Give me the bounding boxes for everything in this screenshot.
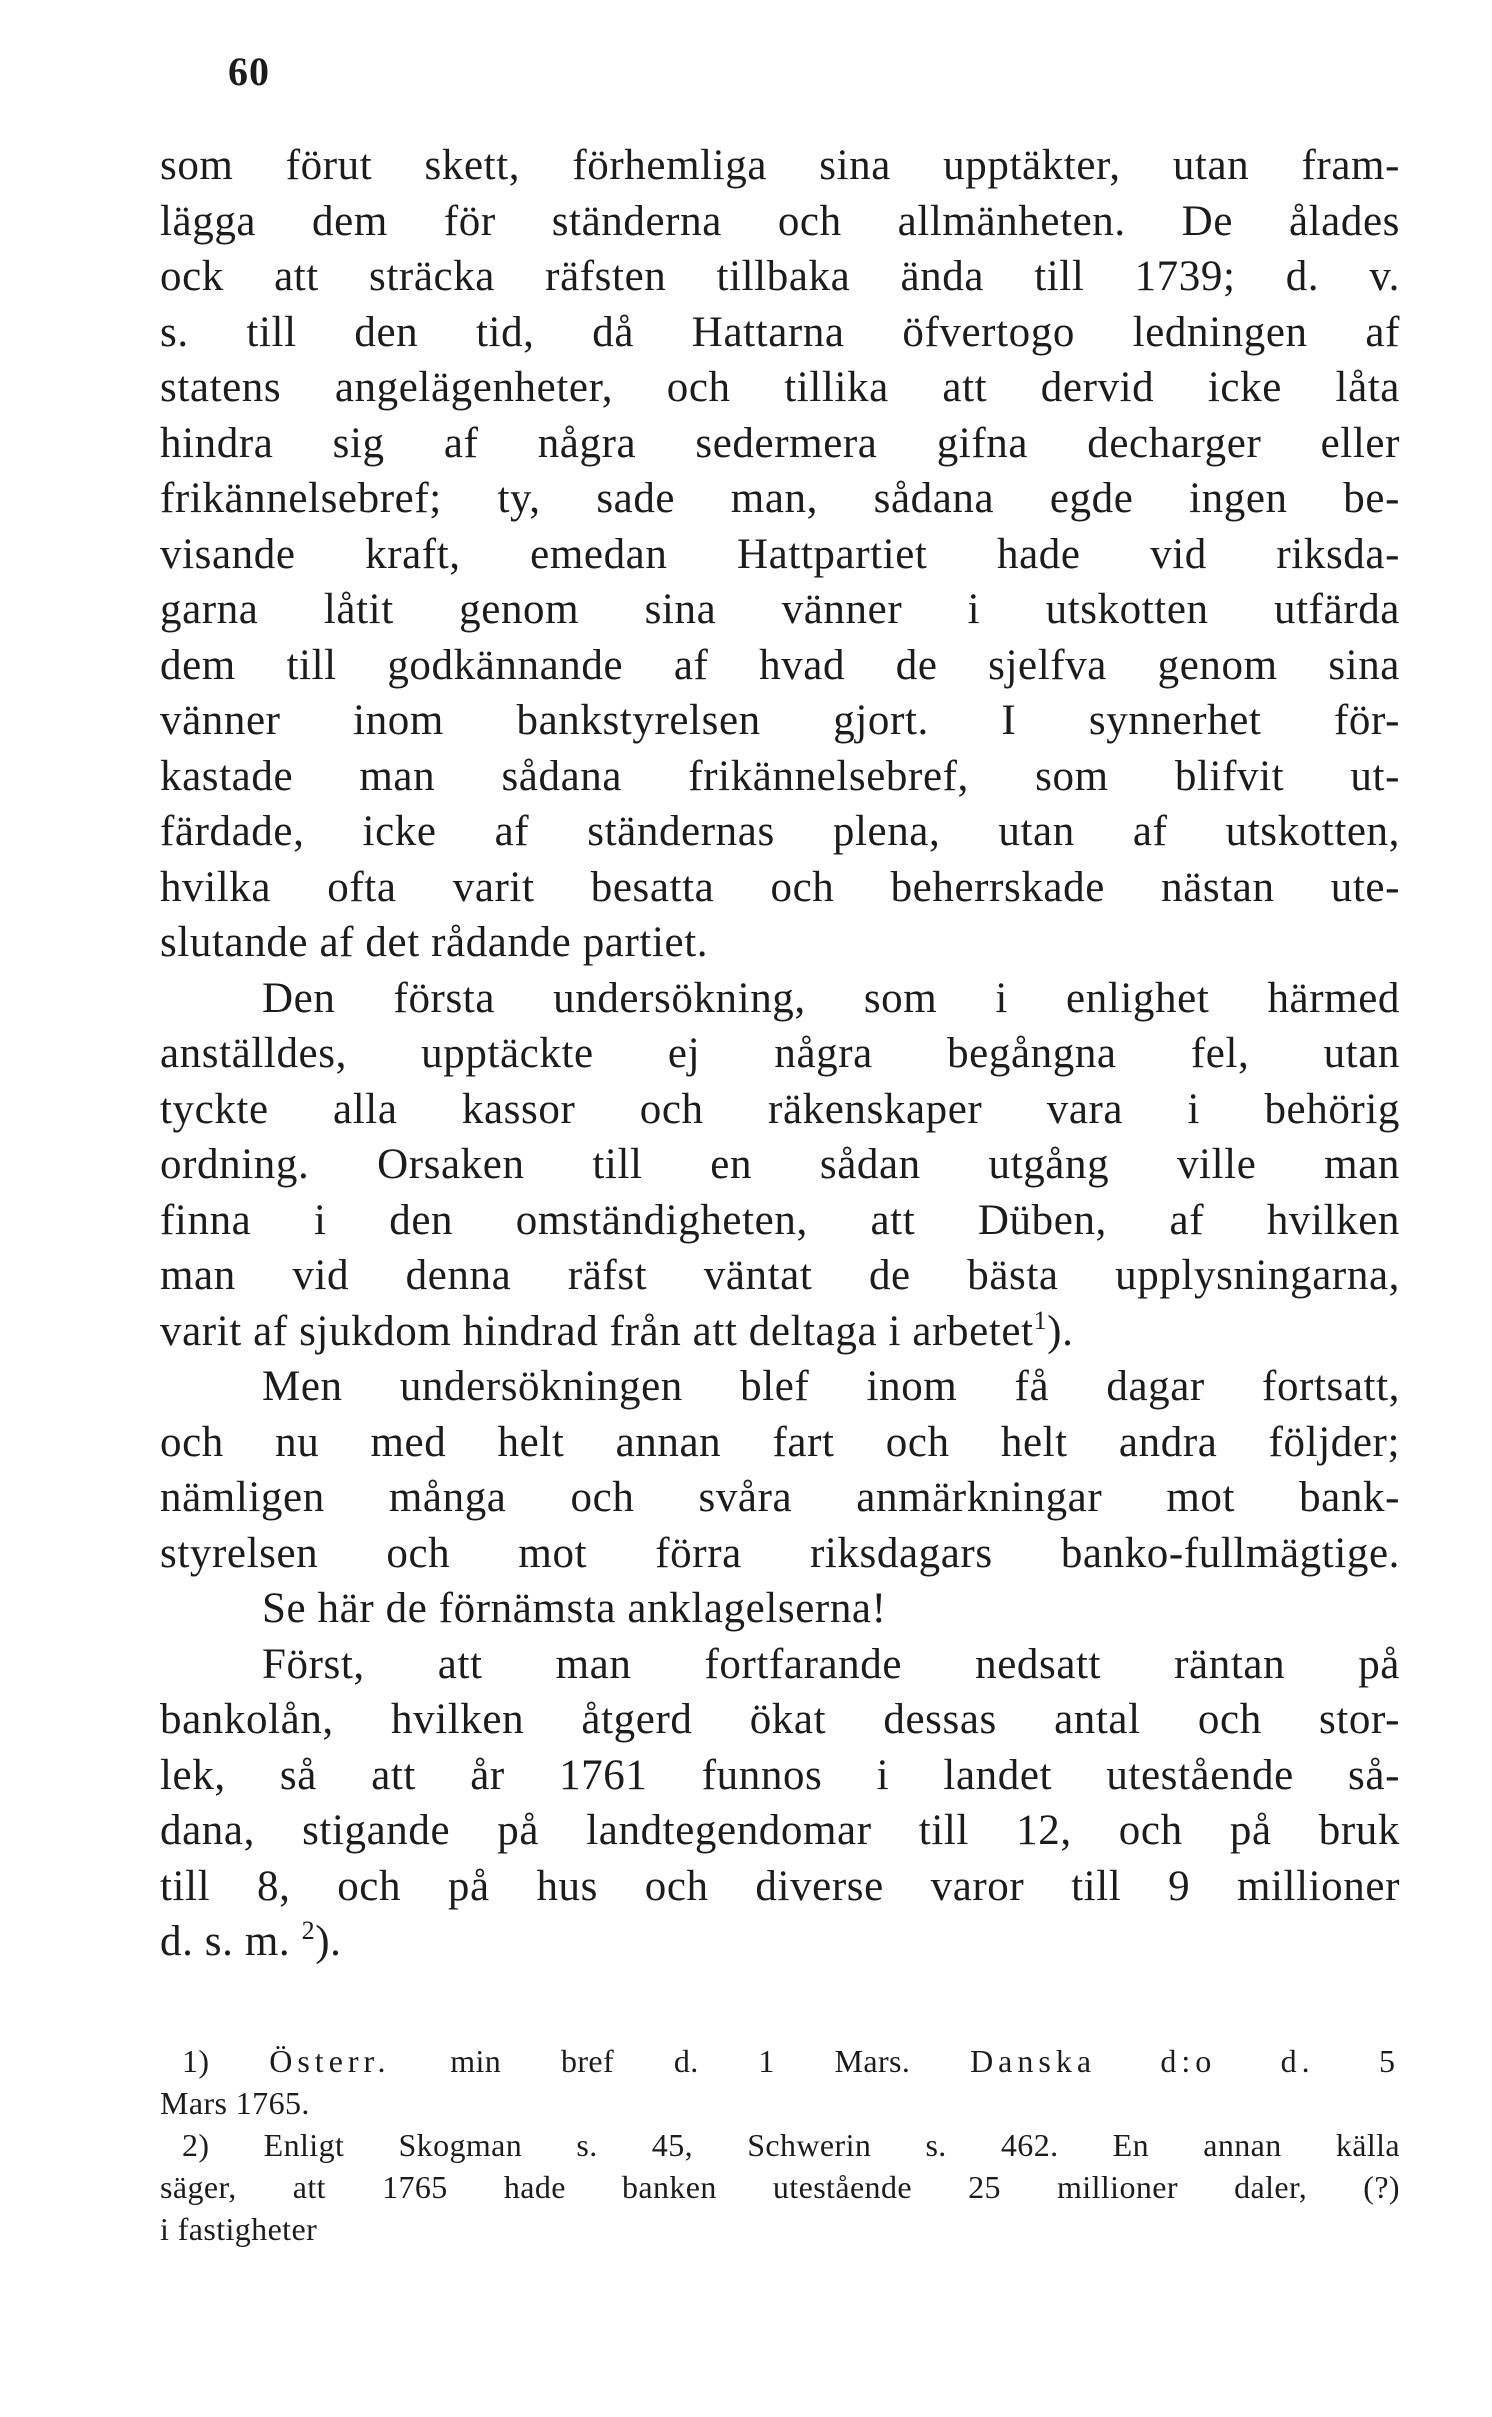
text-line: anställdes, upptäckte ej några begångna fel, utan: [160, 1030, 1400, 1077]
text-line-with-footnote: [160, 1914, 1400, 1970]
text-line: bankolån, hvilken åtgerd ökat dessas antal och stor-: [160, 1696, 1400, 1743]
text-line: styrelsen och mot förra riksdagars banko-fullmägtige.: [160, 1529, 1400, 1577]
text-line: vänner inom bankstyrelsen gjort. I synnerhet för-: [160, 697, 1400, 744]
footnote-1-line: Mars 1765.: [160, 2085, 310, 2121]
text-line: dana, stigande på landtegendomar till 12, och på bruk: [160, 1807, 1400, 1854]
text-line: dem till godkännande af hvad de sjelfva genom sina: [160, 641, 1400, 689]
text-line: Men undersökningen blef inom få dagar fortsatt,: [262, 1363, 1400, 1410]
text-line-content: varit af sjukdom hindrad från att deltaga i arbetet: [160, 1307, 1034, 1355]
text-line: frikännelsebref; ty, sade man, sådana egde ingen be-: [160, 475, 1400, 522]
footnote-1-line: [160, 2040, 1400, 2082]
footnote-2-line: [160, 2124, 1400, 2166]
text-line: ock att sträcka räfsten tillbaka ända till 1739; d. v.: [160, 253, 1400, 300]
text-line: man vid denna räfst väntat de bästa upplysningarna,: [160, 1252, 1400, 1299]
text-line: Se här de förnämsta anklagelserna!: [262, 1585, 887, 1632]
footnotes: [160, 2040, 1400, 2250]
text-line-with-footnote: [160, 1304, 1400, 1360]
text-line: kastade man sådana frikännelsebref, som blifvit ut-: [160, 752, 1400, 800]
text-line: färdade, icke af ständernas plena, utan af utskotten,: [160, 808, 1400, 855]
footnote-1-text: min bref d. 1 Mars.: [450, 2043, 911, 2079]
footnote-ref-1-close: ).: [1047, 1307, 1074, 1355]
body-text: [160, 138, 1400, 1970]
footnote-ref-2: 2: [301, 1916, 316, 1945]
text-line-content: d. s. m.: [160, 1918, 291, 1965]
text-line: och nu med helt annan fart och helt andra följder;: [160, 1418, 1400, 1466]
footnote-ref-1: 1: [1033, 1305, 1048, 1335]
text-line: statens angelägenheter, och tillika att dervid icke låta: [160, 364, 1400, 411]
footnote-1-marker: 1): [182, 2043, 210, 2079]
text-line: finna i den omständigheten, att Düben, af hvilken: [160, 1196, 1400, 1244]
text-line: hvilka ofta varit besatta och beherrskade nästan ute-: [160, 863, 1400, 911]
footnote-2-line: säger, att 1765 hade banken utestående 25 millioner daler, (?): [160, 2169, 1400, 2205]
text-line: garna låtit genom sina vänner i utskotten utfärda: [160, 586, 1400, 633]
text-line: slutande af det rådande partiet.: [160, 919, 709, 966]
text-line: till 8, och på hus och diverse varor till 9 millioner: [160, 1862, 1400, 1910]
footnote-ref-2-close: ).: [315, 1918, 342, 1965]
text-line: som förut skett, förhemliga sina upptäkter, utan fram-: [160, 142, 1400, 189]
footnote-1-source-2: Danska d:o d. 5: [970, 2043, 1400, 2079]
text-line: s. till den tid, då Hattarna öfvertogo ledningen af: [160, 308, 1400, 356]
page-number: 60: [228, 49, 270, 94]
text-line: lek, så att år 1761 funnos i landet utestående så-: [160, 1751, 1400, 1799]
footnote-2-line: i fastigheter: [160, 2211, 318, 2247]
text-line: visande kraft, emedan Hattpartiet hade vid riksda-: [160, 530, 1400, 578]
text-line: Först, att man fortfarande nedsatt räntan på: [262, 1640, 1400, 1688]
text-line: Den första undersökning, som i enlighet härmed: [262, 974, 1400, 1022]
footnote-1-source: Österr.: [269, 2043, 391, 2079]
text-line: hindra sig af några sedermera gifna decharger eller: [160, 419, 1400, 467]
footnote-2-text: Enligt Skogman s. 45, Schwerin s. 462. En annan källa: [263, 2127, 1401, 2163]
footnote-2-marker: 2): [182, 2127, 210, 2163]
text-line: ordning. Orsaken till en sådan utgång ville man: [160, 1141, 1400, 1188]
text-line: nämligen många och svåra anmärkningar mot bank-: [160, 1474, 1400, 1521]
text-line: lägga dem för ständerna och allmänheten. De ålades: [160, 197, 1400, 245]
text-line: tyckte alla kassor och räkenskaper vara i behörig: [160, 1085, 1400, 1133]
